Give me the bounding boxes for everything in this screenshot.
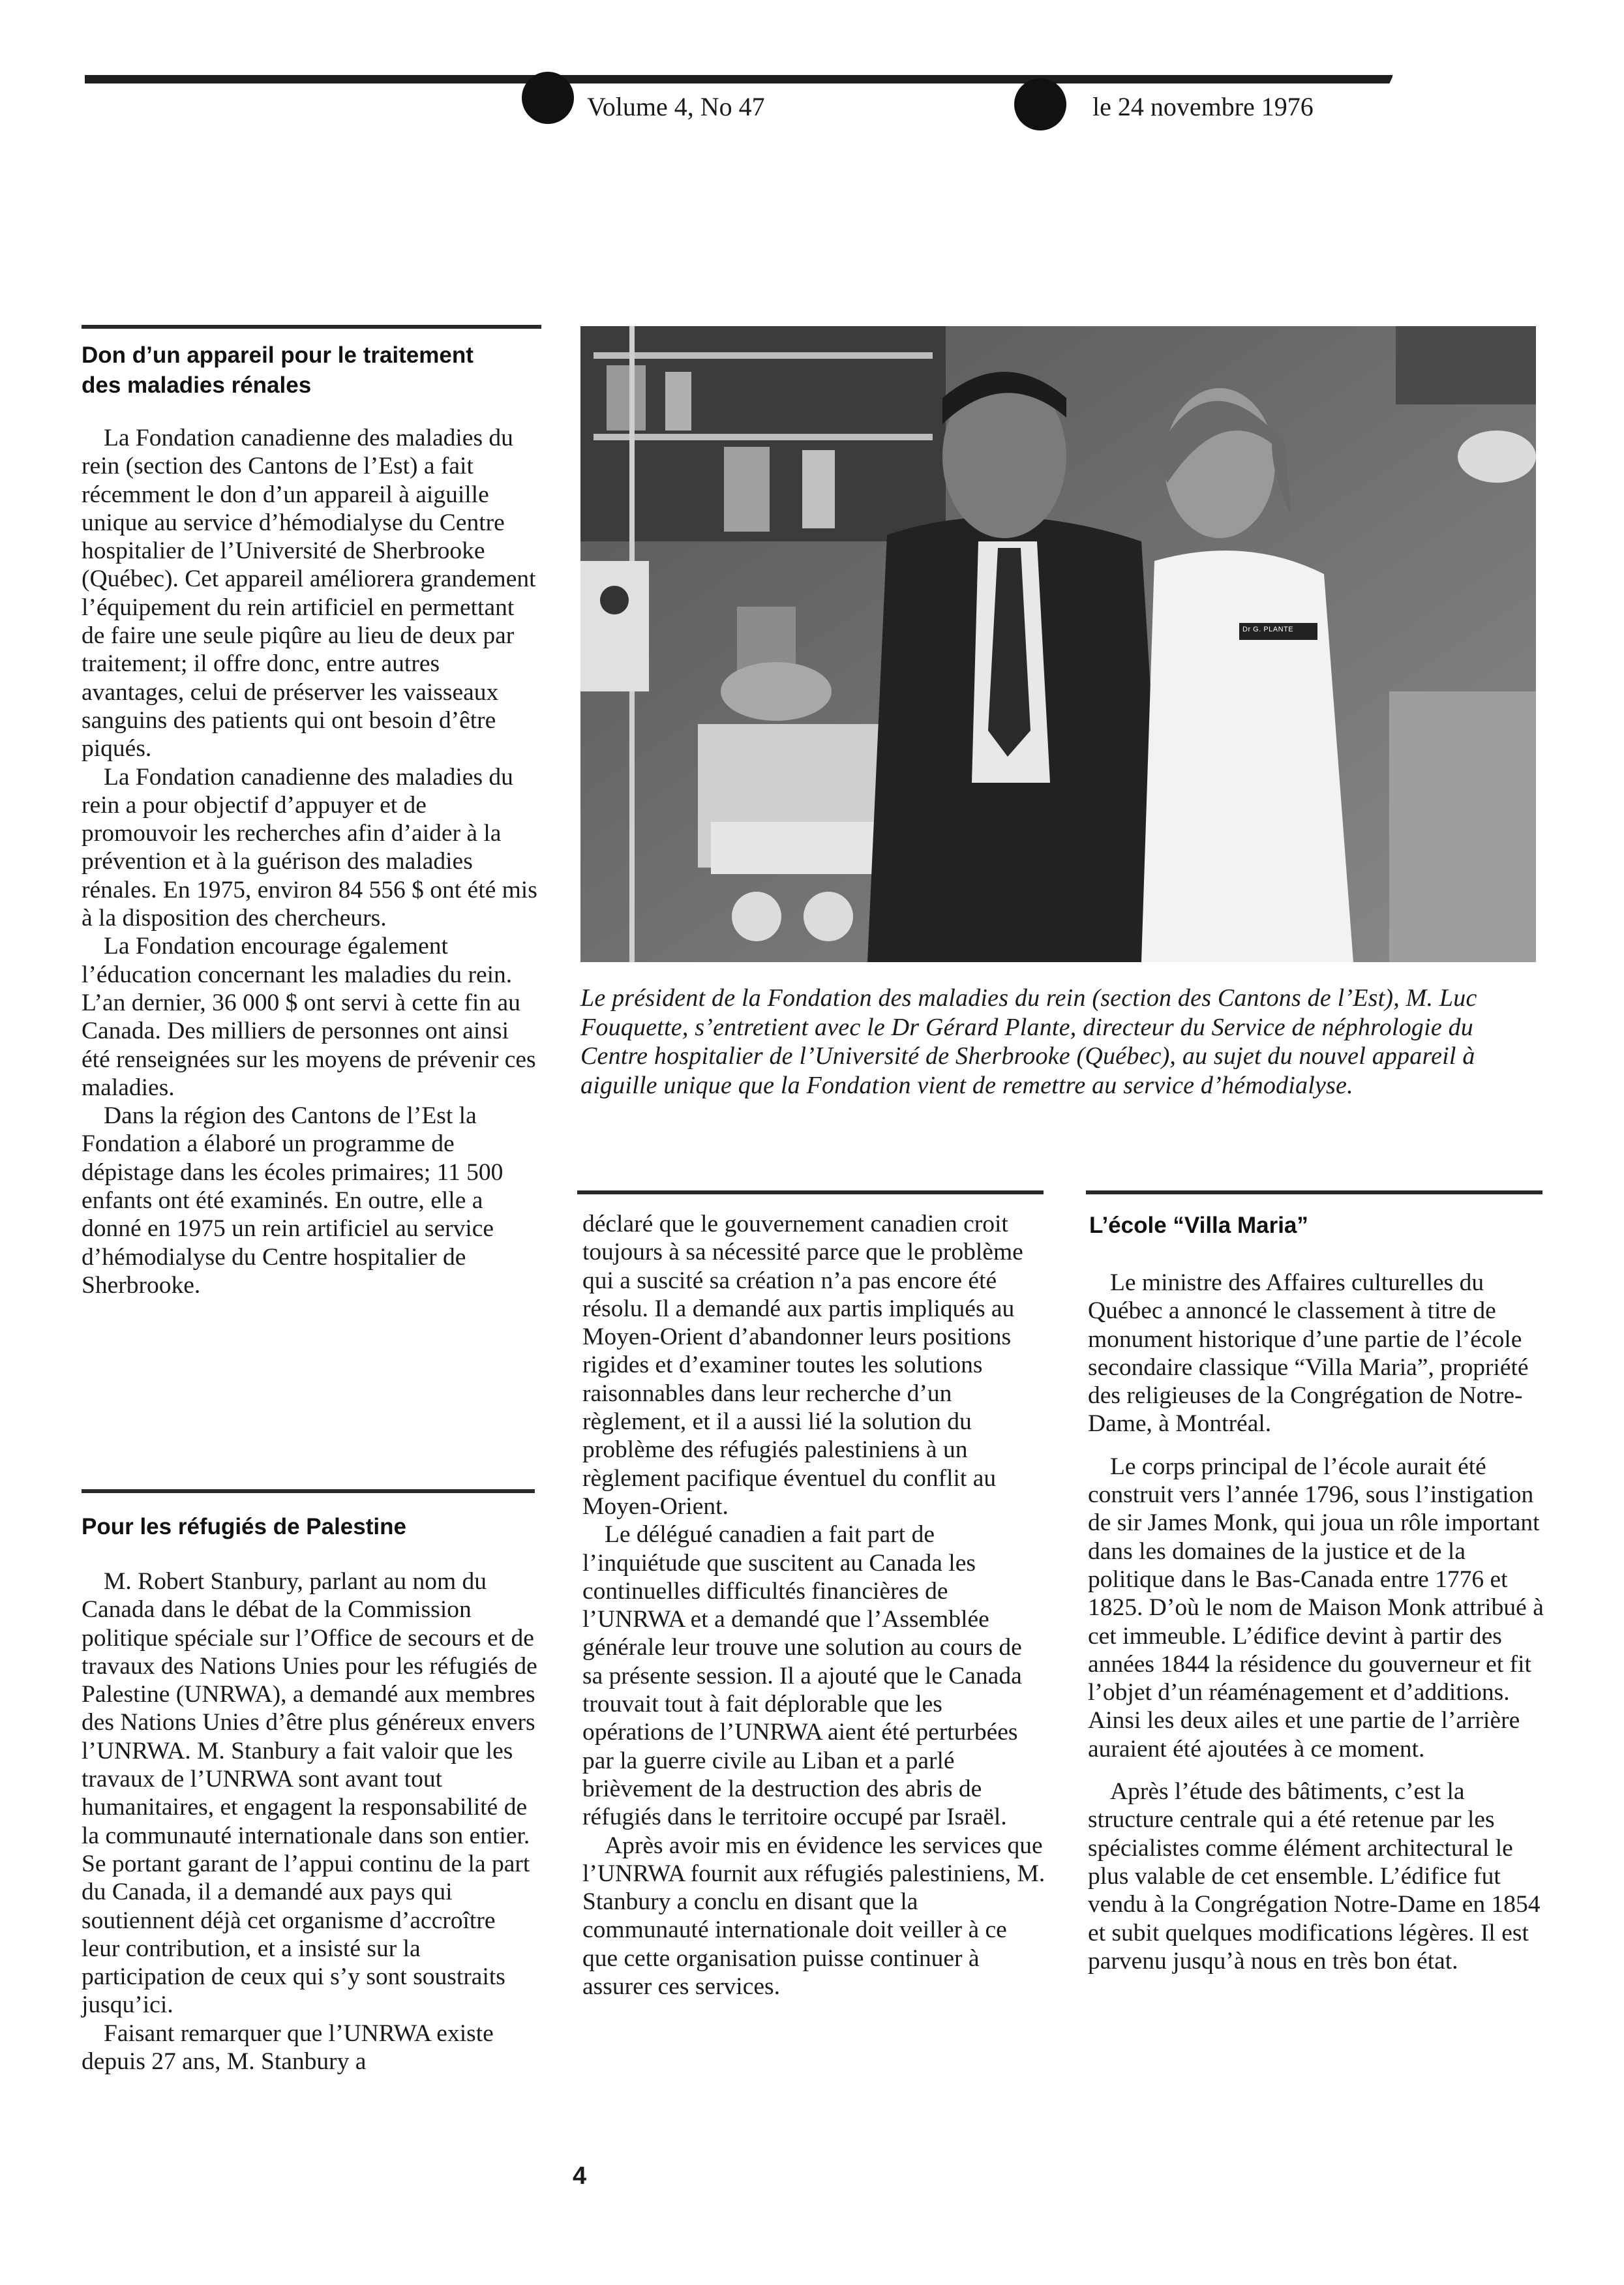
- paragraph: déclaré que le gouvernement canadien croit toujours à sa nécessité parce que le problème qui a suscité sa création n’a pas encore été résolu. Il a demandé aux partis impliqués au Moyen-Orient d’abandonner leurs positions rigides et d’examiner toutes les solutions raisonnables dans leur recherche d’un règlement, et il a aussi lié la solution du problème des réfugiés palestiniens à un règlement pacifique éventuel du conflit au Moyen-Orient.: [582, 1211, 1023, 1520]
- page-number: 4: [573, 2162, 587, 2190]
- paragraph: La Fondation canadienne des maladies du rein a pour objectif d’appuyer et de promouvoir les recherches afin d’aider à la prévention et à la guérison des maladies rénales. En 1975, environ 84 556 $ ont été mis à la disposition des chercheurs.: [82, 763, 537, 932]
- section-rule-middle: [577, 1190, 1044, 1194]
- paragraph: La Fondation canadienne des maladies du rein (section des Cantons de l’Est) a fait récemment le don d’un appareil à aiguille unique au service d’hémodialyse du Centre hospitalier de l’Université de Sherbrooke (Québec). Cet appareil améliorera grandement l’équipement du rein artificiel en permettant de faire une seule piqûre au lieu de deux par traitement; il offre donc, entre autres avantages, celui de préserver les vaisseaux sanguins des patients qui ont besoin d’être piqués.: [82, 425, 536, 763]
- paragraph: Faisant remarquer que l’UNRWA existe depuis 27 ans, M. Stanbury a: [82, 2020, 494, 2076]
- masthead-rule-torn-end: [1388, 68, 1475, 86]
- article-refugees-title: Pour les réfugiés de Palestine: [82, 1514, 406, 1539]
- binder-hole-right: [1014, 78, 1066, 130]
- article-dialysis-title: [82, 340, 551, 401]
- section-rule-refugees: [82, 1489, 535, 1493]
- paragraph: Après avoir mis en évidence les services que l’UNRWA fournit aux réfugiés palestiniens, M. Stanbury a conclu en disant que la communauté internationale doit veiller à ce que cette organisation puisse continuer à assurer ces services.: [582, 1832, 1045, 2001]
- photo-illustration: [580, 326, 1536, 962]
- article-refugees-body-col1: [82, 1567, 538, 2076]
- photo-two-men-dialysis: [580, 326, 1536, 962]
- article-refugees-body-col2: [582, 1210, 1045, 2001]
- article-villa-title: L’école “Villa Maria”: [1089, 1213, 1308, 1238]
- paragraph: Le corps principal de l’école aurait été construit vers l’année 1796, sous l’instigation de sir James Monk, qui joua un rôle important dans les domaines de la justice et de la politique dans le Bas-Canada entre 1776 et 1825. D’où le nom de Maison Monk attribué à cet immeuble. L’édifice devint à partir des années 1844 la résidence du gouverneur et fit l’objet d’un réaménagement et d’additions. Ainsi les deux ailes et une partie de l’arrière auraient été ajoutées à ce moment.: [1088, 1453, 1544, 1763]
- name-badge-text: Dr G. PLANTE: [1242, 626, 1294, 633]
- binder-hole-left: [522, 72, 574, 124]
- article-dialysis-body: [82, 424, 538, 1299]
- paragraph: Après l’étude des bâtiments, c’est la structure centrale qui a été retenue par les spécialistes comme élément architectural le plus valable de cet ensemble. L’édifice fut vendu à la Congrégation Notre-Dame en 1854 et subit quelques modifications légères. Il est parvenu jusqu’à nous en très bon état.: [1088, 1778, 1541, 1975]
- title-line-2: des maladies rénales: [82, 372, 312, 398]
- paragraph: Le ministre des Affaires culturelles du Québec a annoncé le classement à titre de monument historique d’une partie de l’école secondaire classique “Villa Maria”, propriété des religieuses de la Congrégation de Notre-Dame, à Montréal.: [1088, 1269, 1529, 1438]
- section-rule-villa: [1086, 1190, 1542, 1194]
- masthead-volume: Volume 4, No 47: [587, 92, 765, 121]
- masthead-date: le 24 novembre 1976: [1092, 92, 1314, 121]
- paragraph: Dans la région des Cantons de l’Est la Fondation a élaboré un programme de dépistage dans les écoles primaires; 11 500 enfants ont été examinés. En outre, elle a donné en 1975 un rein artificiel au service d’hémodialyse du Centre hospitalier de Sherbrooke.: [82, 1102, 504, 1299]
- paragraph: M. Robert Stanbury, parlant au nom du Canada dans le débat de la Commission politique spéciale sur l’Office de secours et de travaux des Nations Unies pour les réfugiés de Palestine (UNRWA), a demandé aux membres des Nations Unies d’être plus généreux envers l’UNRWA. M. Stanbury a fait valoir que les travaux de l’UNRWA sont avant tout humanitaires, et engagent la responsabilité de la communauté internationale dans son entier. Se portant garant de l’appui continu de la part du Canada, il a demandé aux pays qui soutiennent déjà cet organisme d’accroître leur contribution, et a insisté sur la participation de ceux qui s’y sont soustraits jusqu’ici.: [82, 1568, 537, 2019]
- article-villa-body: [1088, 1269, 1544, 1975]
- photo-caption: Le président de la Fondation des maladies du rein (section des Cantons de l’Est), M. Luc Fouquette, s’entretient avec le Dr Gérard Plante, directeur du Service de néphrologie du Centre hospitalier de l’Université de Sherbrooke (Québec), au sujet du nouvel appareil à aiguille unique que la Fondation vient de remettre au service d’hémodialyse.: [580, 984, 1477, 1099]
- paragraph: La Fondation encourage également l’éducation concernant les maladies du rein. L’an dernier, 36 000 $ ont servi à cette fin au Canada. Des milliers de personnes ont ainsi été renseignées sur les moyens de prévenir ces maladies.: [82, 933, 536, 1101]
- masthead-rule: [85, 75, 1392, 83]
- section-rule-dialysis: [82, 325, 541, 329]
- paragraph: Le délégué canadien a fait part de l’inquiétude que suscitent au Canada les continuelles difficultés financières de l’UNRWA et a demandé que l’Assemblée générale leur trouve une solution au cours de sa présente session. Il a ajouté que le Canada trouvait tout à fait déplorable que les opérations de l’UNRWA aient été perturbées par la guerre civile au Liban et a parlé brièvement de la destruction des abris de réfugiés dans le territoire occupé par Israël.: [582, 1521, 1022, 1831]
- title-line-1: Don d’un appareil pour le traitement: [82, 342, 474, 368]
